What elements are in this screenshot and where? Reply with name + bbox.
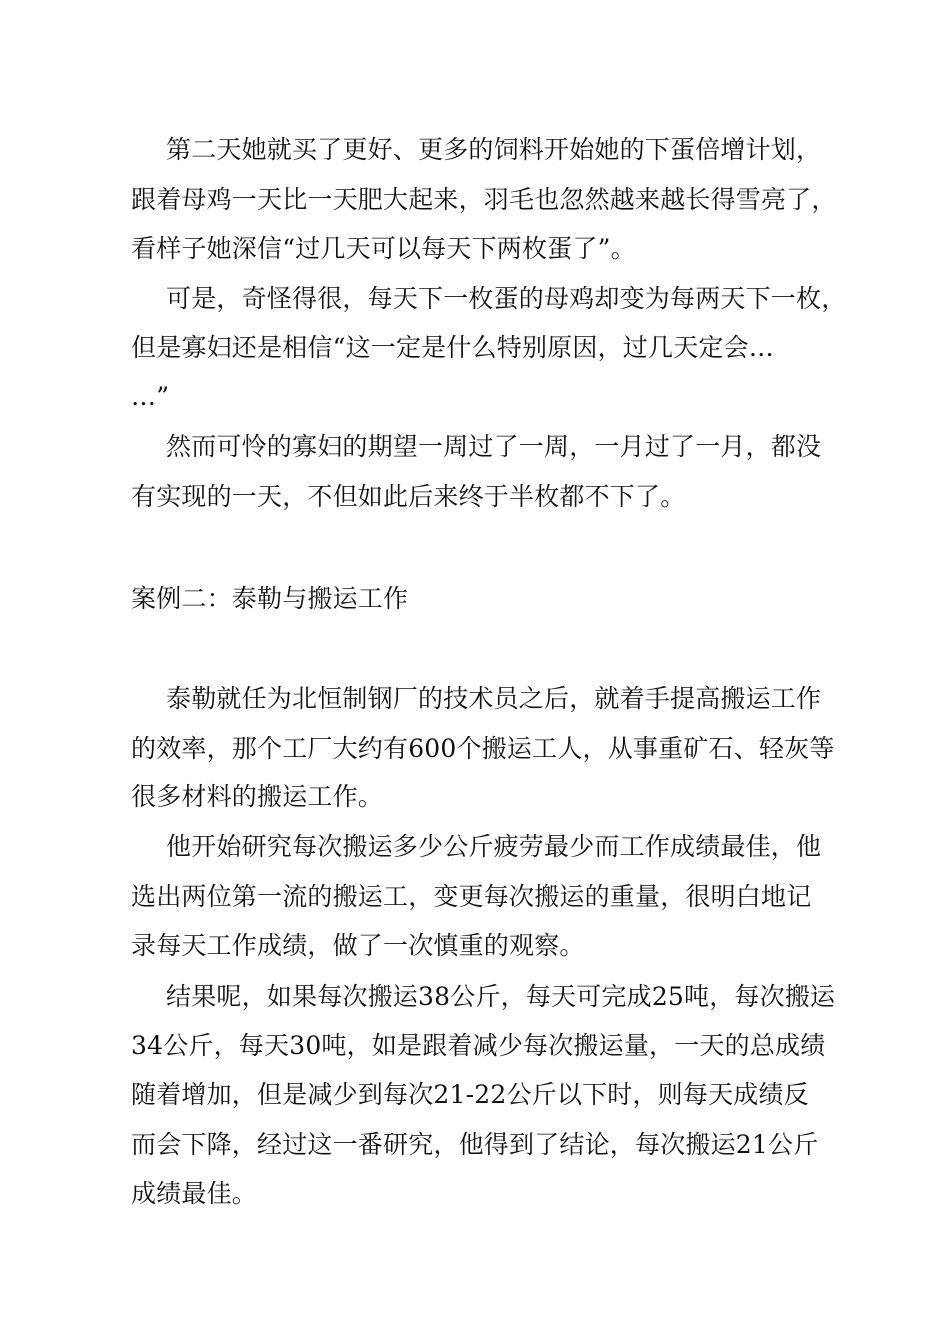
paragraph-line: 很多材料的搬运工作。 <box>131 782 384 811</box>
paragraph-line: …” <box>131 382 170 411</box>
paragraph-line: 泰勒就任为北恒制钢厂的技术员之后，就着手提高搬运工作 <box>166 684 822 713</box>
paragraph-line: 可是，奇怪得很，每天下一枚蛋的母鸡却变为每两天下一枚， <box>166 284 847 313</box>
paragraph-line: 他开始研究每次搬运多少公斤疲劳最少而工作成绩最佳，他 <box>166 832 822 861</box>
paragraph-line: 结果呢，如果每次搬运38公斤，每天可完成25吨，每次搬运 <box>166 982 836 1011</box>
paragraph-line: 跟着母鸡一天比一天肥大起来，羽毛也忽然越来越长得雪亮了， <box>131 185 837 214</box>
paragraph-line: 然而可怜的寡妇的期望一周过了一周，一月过了一月，都没 <box>166 432 822 461</box>
paragraph-line: 有实现的一天，不但如此后来终于半枚都不下了。 <box>131 482 686 511</box>
paragraph-line: 但是寡妇还是相信“这一定是什么特别原因，过几天定会… <box>131 333 774 362</box>
paragraph-line: 选出两位第一流的搬运工，变更每次搬运的重量，很明白地记 <box>131 882 812 911</box>
paragraph-line: 34公斤，每天30吨，如是跟着减少每次搬运量，一天的总成绩 <box>131 1031 826 1060</box>
paragraph-line: 而会下降，经过这一番研究，他得到了结论，每次搬运21公斤 <box>131 1130 819 1159</box>
paragraph-line: 成绩最佳。 <box>131 1179 258 1208</box>
paragraph-line: 第二天她就买了更好、更多的饲料开始她的下蛋倍增计划， <box>166 135 822 164</box>
section-heading: 案例二：泰勒与搬运工作 <box>131 584 409 613</box>
paragraph-line: 录每天工作成绩，做了一次慎重的观察。 <box>131 931 585 960</box>
paragraph-line: 的效率，那个工厂大约有600个搬运工人，从事重矿石、轻灰等 <box>131 734 835 763</box>
paragraph-line: 随着增加，但是减少到每次21-22公斤以下时，则每天成绩反 <box>131 1080 809 1109</box>
paragraph-line: 看样子她深信“过几天可以每天下两枚蛋了”。 <box>131 234 636 263</box>
